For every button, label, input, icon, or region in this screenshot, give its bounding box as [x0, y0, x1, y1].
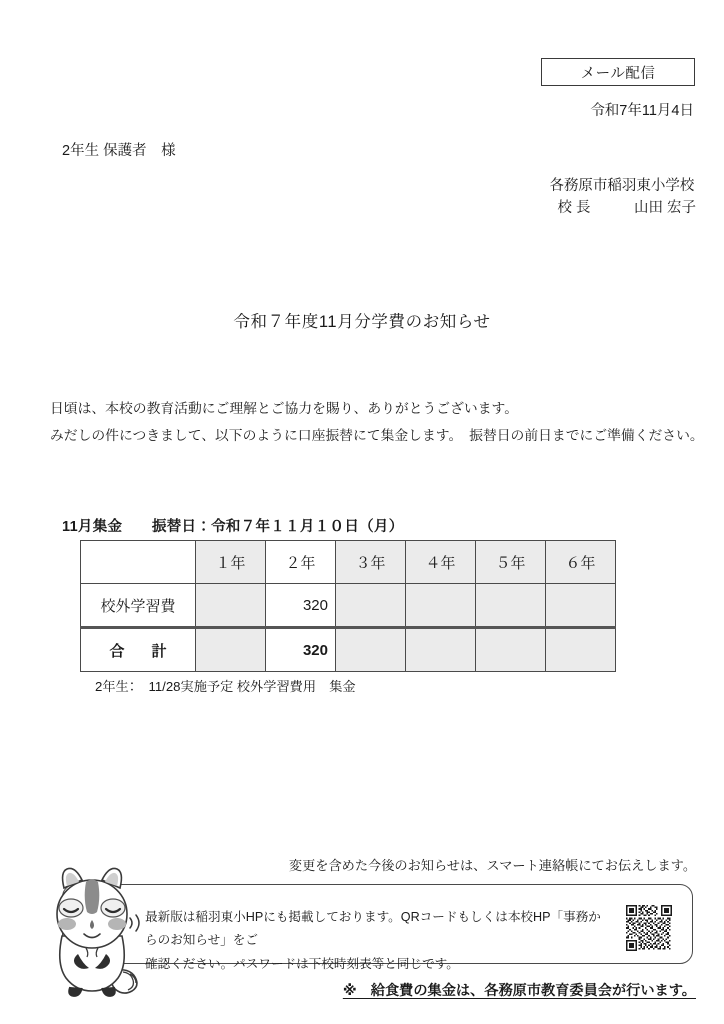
- table-header-grade-2: ２年: [266, 541, 336, 584]
- total-value-grade-3: [336, 628, 406, 672]
- table-footnote: 2年生： 11/28実施予定 校外学習費用 集金: [95, 679, 356, 694]
- fee-value-grade-2: 320: [266, 584, 336, 628]
- table-header-grade-1: １年: [196, 541, 266, 584]
- table-header-grade-5: ５年: [476, 541, 546, 584]
- fee-value-grade-5: [476, 584, 546, 628]
- smart-contact-note: 変更を含めた今後のお知らせは、スマート連絡帳にてお伝えします。: [288, 858, 696, 873]
- school-signature-block: [549, 175, 696, 220]
- tanuki-mascot-illustration: [26, 862, 158, 1002]
- page-title: 令和７年度11月分学費のお知らせ: [233, 313, 491, 331]
- total-value-grade-5: [476, 628, 546, 672]
- fee-value-grade-3: [336, 584, 406, 628]
- body-line-1: 日頃は、本校の教育活動にご理解とご協力を賜り、ありがとうございます。: [50, 401, 518, 416]
- table-header-grade-6: ６年: [546, 541, 616, 584]
- lunch-fee-note: ※ 給食費の集金は、各務原市教育委員会が行います。: [342, 983, 696, 999]
- table-total-row: [81, 628, 616, 672]
- table-corner-cell: [81, 541, 196, 584]
- table-header-grade-3: ３年: [336, 541, 406, 584]
- document-date: 令和7年11月4日: [590, 103, 694, 119]
- body-paragraphs: [50, 396, 704, 450]
- fee-table: [80, 540, 616, 672]
- school-name: 各務原市稲羽東小学校: [549, 178, 695, 194]
- mail-distribution-badge: メール配信: [541, 58, 695, 86]
- body-line-2: みだしの件につきまして、以下のように口座振替にて集金します。 振替日の前日までにご準備ください。: [50, 427, 704, 443]
- total-value-grade-1: [196, 628, 266, 672]
- table-caption: 11月集金 振替日：令和７年１１月１０日（月）: [62, 519, 404, 535]
- addressee-line: 2年生 保護者 様: [62, 143, 176, 159]
- fee-value-grade-6: [546, 584, 616, 628]
- qr-code-icon: [626, 905, 672, 951]
- total-label: 合 計: [81, 628, 196, 672]
- principal-name: 校 長 山田 宏子: [557, 200, 696, 217]
- info-line-1: 最新版は稲羽東小HPにも掲載しております。QRコードもしくは本校HP「事務からのお知らせ」をご: [145, 910, 601, 948]
- fee-item-label: 校外学習費: [81, 584, 196, 628]
- fee-value-grade-4: [406, 584, 476, 628]
- info-line-2: 確認ください。パスワードは下校時刻表等と同じです。: [145, 956, 459, 971]
- table-row: [81, 584, 616, 628]
- total-value-grade-4: [406, 628, 476, 672]
- fee-value-grade-1: [196, 584, 266, 628]
- table-header-row: [81, 541, 616, 584]
- total-value-grade-6: [546, 628, 616, 672]
- info-box-text: [145, 906, 605, 976]
- total-value-grade-2: 320: [266, 628, 336, 672]
- table-header-grade-4: ４年: [406, 541, 476, 584]
